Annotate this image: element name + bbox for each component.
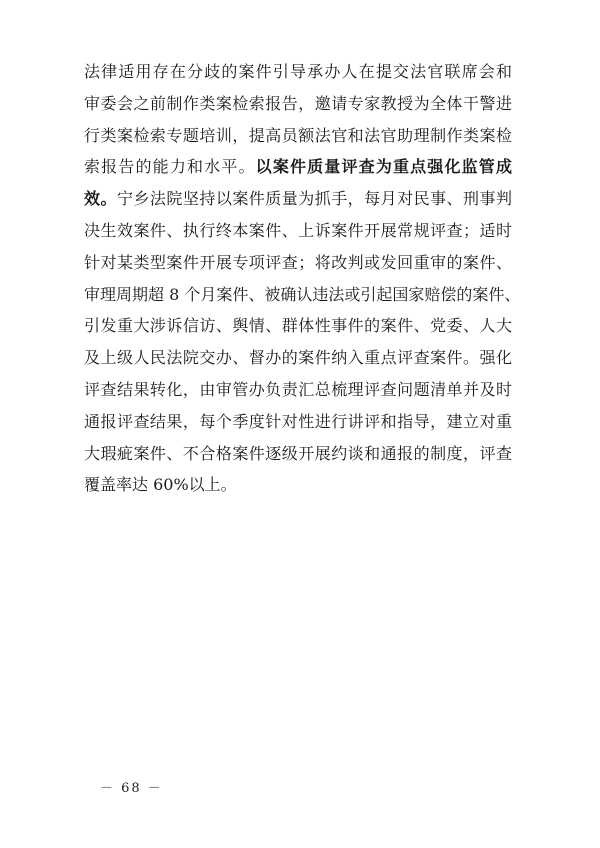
text-segment: 行类案检索专题培训，提高员额法官和法官助理制作类案检: [84, 125, 512, 145]
text-segment: 针对某类型案件开展专项评查；将改判或发回重审的案件、: [84, 252, 512, 272]
text-segment: 索报告的能力和水平。: [84, 157, 256, 177]
text-line: [84, 438, 512, 470]
bold-text-segment: 以案件质量评查为重点强化监管成: [255, 157, 512, 177]
text-segment: 引发重大涉诉信访、舆情、群体性事件的案件、党委、人大: [84, 316, 512, 336]
text-line: [84, 406, 512, 438]
text-line: [84, 310, 512, 342]
text-segment: 宁乡法院坚持以案件质量为抓手，每月对民事、刑事判: [116, 189, 512, 209]
text-line: [84, 342, 512, 374]
text-line: [84, 120, 512, 152]
text-line: [84, 279, 521, 311]
text-line: [84, 151, 512, 183]
text-line: [84, 183, 512, 215]
text-segment: 审委会之前制作类案检索报告，邀请专家教授为全体干警进: [84, 93, 512, 113]
text-line: [84, 56, 512, 88]
text-line: [84, 215, 512, 247]
bold-text-segment: 效。: [84, 189, 117, 209]
text-segment: 审理周期超 8 个月案件、被确认违法或引起国家赔偿的案件、: [84, 284, 521, 304]
text-line: [84, 469, 512, 501]
text-segment: 通报评查结果，每个季度针对性进行讲评和指导，建立对重: [84, 411, 512, 431]
text-segment: 覆盖率达 60%以上。: [84, 475, 237, 495]
text-segment: 大瑕疵案件、不合格案件逐级开展约谈和通报的制度，评查: [84, 443, 512, 463]
page-number: － 68 －: [100, 781, 163, 796]
text-segment: 法律适用存在分歧的案件引导承办人在提交法官联席会和: [84, 62, 512, 81]
text-segment: 决生效案件、执行终本案件、上诉案件开展常规评查；适时: [84, 220, 512, 240]
body-paragraph: [84, 56, 521, 501]
text-segment: 及上级人民法院交办、督办的案件纳入重点评查案件。强化: [84, 348, 512, 368]
text-line: [84, 374, 512, 406]
text-segment: 评查结果转化，由审管办负责汇总梳理评查问题清单并及时: [84, 379, 512, 399]
text-line: [84, 88, 512, 120]
text-line: [84, 247, 512, 279]
